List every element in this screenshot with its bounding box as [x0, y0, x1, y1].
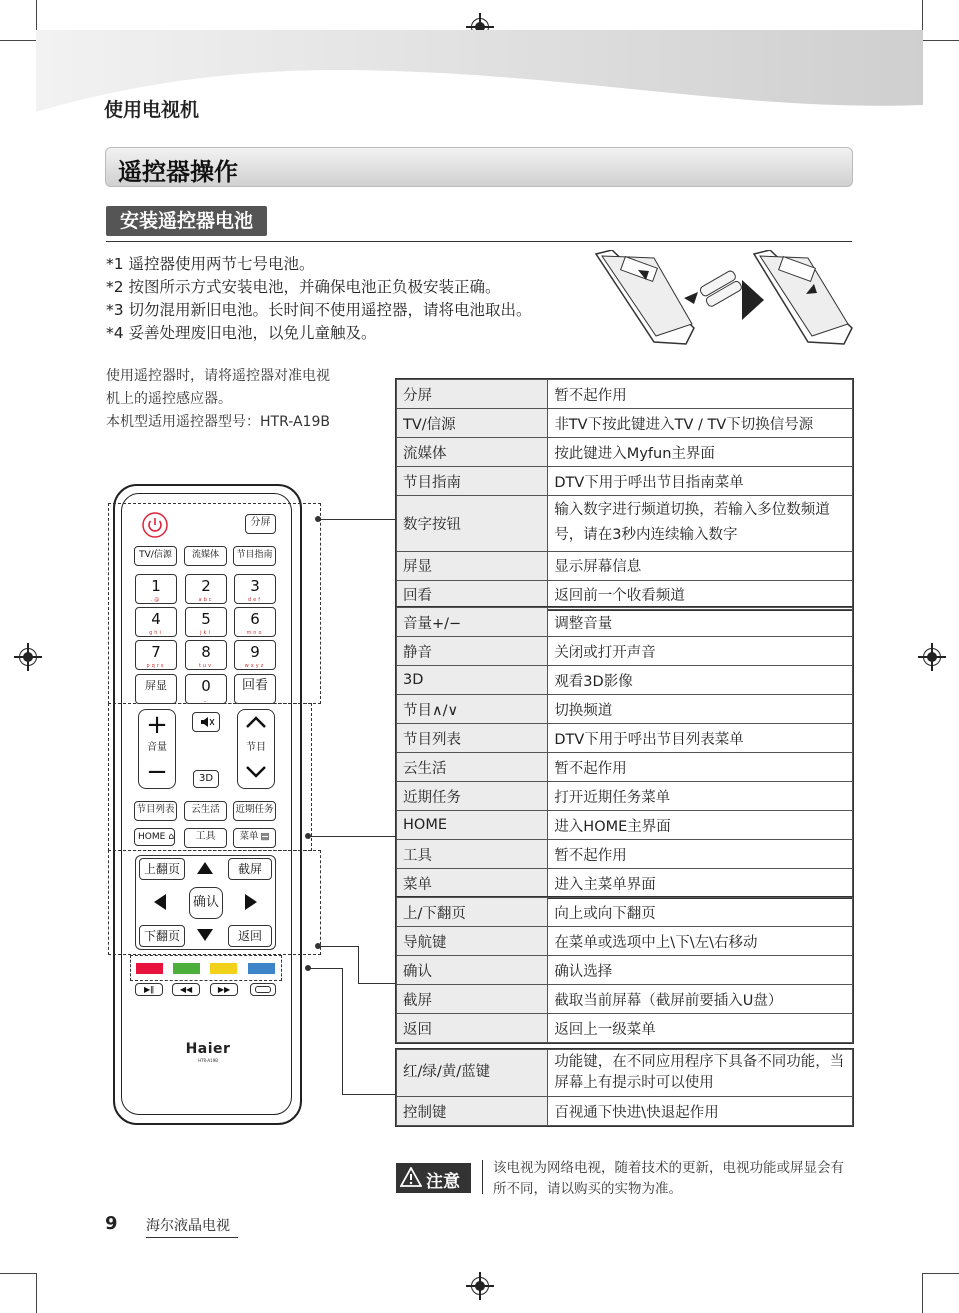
- key-cell: 屏显: [397, 551, 548, 580]
- key-cell: 节目∧/∨: [397, 695, 548, 724]
- remote-model-label: HTR-A19B: [198, 1058, 218, 1063]
- leader-dot: [305, 965, 311, 971]
- value-cell: 切换频道: [548, 695, 853, 724]
- leader-line: [310, 836, 396, 837]
- warning-icon: [400, 1167, 422, 1187]
- page-up-button[interactable]: 上翻页: [139, 858, 185, 880]
- home-icon: ⌂: [168, 832, 175, 842]
- digit-sub: ⎵: [203, 697, 208, 703]
- digit-label: 9: [250, 643, 260, 661]
- table-row: [397, 1014, 853, 1043]
- caution-text: 该电视为网络电视，随着技术的更新，电视功能或屏显会有所不同，请以购买的实物为准。: [493, 1160, 844, 1197]
- leader-line: [342, 1094, 396, 1095]
- caution-divider: [482, 1160, 483, 1194]
- table-row: [397, 782, 853, 811]
- value-cell: 百视通下快进\快退起作用: [548, 1097, 853, 1126]
- value-cell: DTV下用于呼出节目指南菜单: [548, 467, 853, 496]
- note-item: *4 妥善处理废旧电池，以免儿童触及。: [106, 324, 377, 342]
- key-cell: 导航键: [397, 927, 548, 956]
- rewind-icon: ◀◀: [179, 985, 193, 994]
- digit-label: 6: [250, 610, 260, 628]
- display-label: 屏显: [145, 679, 167, 692]
- volume-plus-icon[interactable]: +: [146, 710, 168, 740]
- intro-text: 机上的遥控感应器。: [106, 391, 232, 407]
- program-list-button[interactable]: 节目列表: [134, 801, 177, 821]
- crop-mark: [923, 1273, 959, 1274]
- table-row: [397, 840, 853, 869]
- table-row: [397, 438, 853, 467]
- play-pause-icon: ▶ǁ: [143, 985, 155, 994]
- leader-dot: [305, 833, 311, 839]
- page-title: 遥控器操作: [118, 158, 238, 186]
- value-cell: 暂不起作用: [548, 753, 853, 782]
- leader-line: [358, 946, 359, 983]
- subtitle-rule: [106, 241, 852, 242]
- value-cell: 进入HOME主界面: [548, 811, 853, 840]
- leader-dot: [315, 943, 321, 949]
- table-row: [397, 695, 853, 724]
- digit-label: 5: [201, 610, 211, 628]
- table-row: [397, 985, 853, 1014]
- caution-badge: [396, 1163, 471, 1193]
- value-cell: 确认选择: [548, 956, 853, 985]
- table-row: [397, 1097, 853, 1126]
- digit-sub: .@: [150, 597, 162, 603]
- leader-line: [320, 519, 396, 520]
- key-cell: 节目列表: [397, 724, 548, 753]
- table-row: [397, 956, 853, 985]
- table-row: [397, 551, 853, 580]
- leader-dot: [315, 516, 321, 522]
- leader-line: [320, 946, 358, 947]
- value-cell: 截取当前屏幕（截屏前要插入U盘）: [548, 985, 853, 1014]
- table-row: [397, 869, 853, 898]
- caution-label: 注意: [426, 1172, 460, 1192]
- subtitle: 安装遥控器电池: [106, 206, 267, 236]
- table-row: [397, 927, 853, 956]
- value-cell: 关闭或打开声音: [548, 637, 853, 666]
- digit-sub: mno: [246, 630, 264, 636]
- table-row: [397, 898, 853, 927]
- key-cell: 静音: [397, 637, 548, 666]
- leader-line: [358, 983, 396, 984]
- group-outline-1: [108, 503, 321, 704]
- screenshot-button[interactable]: 截屏: [228, 858, 272, 880]
- table-row: [397, 409, 853, 438]
- ok-button[interactable]: 确认: [189, 887, 223, 919]
- value-cell: DTV下用于呼出节目列表菜单: [548, 724, 853, 753]
- function-table-2: [396, 607, 853, 898]
- cloud-button[interactable]: 云生活: [184, 801, 227, 821]
- table-row: [397, 608, 853, 637]
- digit-sub: jkl: [200, 630, 212, 636]
- key-cell: 截屏: [397, 985, 548, 1014]
- key-cell: 数字按钮: [397, 496, 548, 552]
- key-cell: 上/下翻页: [397, 898, 548, 927]
- tools-button[interactable]: 工具: [184, 828, 227, 848]
- group-outline-2: [108, 703, 312, 851]
- digit-sub: abc: [198, 597, 214, 603]
- menu-label: 菜单: [239, 831, 259, 842]
- key-cell: 近期任务: [397, 782, 548, 811]
- brand-logo: Haier: [185, 1041, 231, 1057]
- digit-label: 3: [250, 577, 260, 595]
- digit-label: 0: [201, 677, 211, 695]
- table-row: [397, 467, 853, 496]
- table-row: [397, 1050, 853, 1097]
- digit-sub: wxyz: [244, 663, 266, 669]
- value-cell: 向上或向下翻页: [548, 898, 853, 927]
- key-cell: 3D: [397, 666, 548, 695]
- crop-mark: [36, 1273, 37, 1313]
- value-cell: 按此键进入Myfun主界面: [548, 438, 853, 467]
- volume-label: 音量: [147, 742, 167, 753]
- value-cell: 返回上一级菜单: [548, 1014, 853, 1043]
- rewind-button[interactable]: [172, 983, 200, 996]
- recent-tasks-button[interactable]: 近期任务: [233, 801, 276, 821]
- guide-button[interactable]: 节目指南: [233, 546, 276, 566]
- digit-label: 2: [201, 577, 211, 595]
- note-item: *1 遥控器使用两节七号电池。: [106, 255, 315, 273]
- key-cell: 回看: [397, 580, 548, 609]
- page-number: 9: [105, 1213, 118, 1234]
- note-item: *3 切勿混用新旧电池。长时间不使用遥控器，请将电池取出。: [106, 301, 532, 319]
- streaming-button[interactable]: 流媒体: [184, 546, 227, 566]
- leader-line: [310, 968, 342, 969]
- table-row: [397, 811, 853, 840]
- digit-sub: pqrs: [146, 663, 166, 669]
- key-cell: 音量+/−: [397, 608, 548, 637]
- value-cell: 调整音量: [548, 608, 853, 637]
- table-row: [397, 666, 853, 695]
- digit-label: 1: [151, 577, 161, 595]
- digit-sub: ghi: [149, 630, 163, 636]
- back-button[interactable]: 返回: [228, 925, 272, 947]
- registration-mark-icon: [19, 648, 37, 666]
- value-cell: 非TV下按此键进入TV / TV下切换信号源: [548, 409, 853, 438]
- digit-label: 4: [151, 610, 161, 628]
- value-cell: 暂不起作用: [548, 380, 853, 409]
- key-cell: 确认: [397, 956, 548, 985]
- key-cell: 返回: [397, 1014, 548, 1043]
- page-down-button[interactable]: 下翻页: [139, 925, 185, 947]
- program-label: 节目: [246, 742, 266, 753]
- leader-line: [342, 968, 343, 1094]
- volume-minus-icon[interactable]: −: [146, 757, 168, 787]
- value-cell: 输入数字进行频道切换，若输入多位数频道号，请在3秒内连续输入数字: [548, 496, 853, 552]
- key-cell: 分屏: [397, 380, 548, 409]
- key-cell: 控制键: [397, 1097, 548, 1126]
- table-row: [397, 496, 853, 552]
- three-d-button[interactable]: 3D: [193, 770, 219, 788]
- table-row: [397, 724, 853, 753]
- fast-forward-icon: ▶▶: [217, 985, 231, 994]
- crop-mark: [0, 40, 36, 41]
- stop-icon: [255, 986, 271, 993]
- intro-text: 本机型适用遥控器型号：HTR-A19B: [106, 414, 330, 430]
- crop-mark: [923, 40, 959, 41]
- value-cell: 观看3D影像: [548, 666, 853, 695]
- table-row: [397, 580, 853, 609]
- group-outline-4: [130, 955, 282, 981]
- value-cell: 返回前一个收看频道: [548, 580, 853, 609]
- value-cell: 功能键，在不同应用程序下具备不同功能，当屏幕上有提示时可以使用: [548, 1050, 853, 1097]
- recall-label: 回看: [241, 678, 268, 693]
- menu-icon: ▤: [260, 831, 270, 842]
- play-pause-button[interactable]: [135, 983, 163, 996]
- value-cell: 显示屏幕信息: [548, 551, 853, 580]
- title-bar: [105, 147, 853, 187]
- table-row: [397, 637, 853, 666]
- key-cell: 红/绿/黄/蓝键: [397, 1050, 548, 1097]
- digit-sub: tuv: [198, 663, 214, 669]
- digit-sub: def: [247, 597, 262, 603]
- key-cell: HOME: [397, 811, 548, 840]
- tv-source-button[interactable]: TV/信源: [134, 546, 177, 566]
- value-cell: 在菜单或选项中上\下\左\右移动: [548, 927, 853, 956]
- function-table-3: [396, 897, 853, 1043]
- home-label: HOME: [138, 832, 166, 842]
- table-row: [397, 753, 853, 782]
- split-button[interactable]: 分屏: [245, 514, 276, 534]
- value-cell: 打开近期任务菜单: [548, 782, 853, 811]
- key-cell: 工具: [397, 840, 548, 869]
- value-cell: 暂不起作用: [548, 840, 853, 869]
- key-cell: TV/信源: [397, 409, 548, 438]
- function-table-1: [396, 379, 853, 610]
- key-cell: 流媒体: [397, 438, 548, 467]
- key-cell: 节目指南: [397, 467, 548, 496]
- group-outline-3: [108, 850, 321, 955]
- key-cell: 云生活: [397, 753, 548, 782]
- footer-rule: [146, 1237, 238, 1238]
- key-cell: 菜单: [397, 869, 548, 898]
- function-table-4: [396, 1049, 853, 1126]
- fast-forward-button[interactable]: [210, 983, 238, 996]
- footer-brand: 海尔液晶电视: [146, 1218, 230, 1234]
- intro-text: 使用遥控器时，请将遥控器对准电视: [106, 368, 330, 384]
- stop-button[interactable]: [250, 983, 276, 996]
- digit-label: 8: [201, 643, 211, 661]
- digit-label: 7: [151, 643, 161, 661]
- table-row: [397, 380, 853, 409]
- value-cell: 进入主菜单界面: [548, 869, 853, 898]
- crop-mark: [0, 1273, 36, 1274]
- crop-mark: [922, 1273, 923, 1313]
- registration-mark-icon: [923, 648, 941, 666]
- registration-mark-icon: [471, 1277, 489, 1295]
- battery-install-illustration: [594, 250, 856, 346]
- section-header: 使用电视机: [104, 99, 200, 121]
- note-item: *2 按图所示方式安装电池，并确保电池正负极安装正确。: [106, 278, 501, 296]
